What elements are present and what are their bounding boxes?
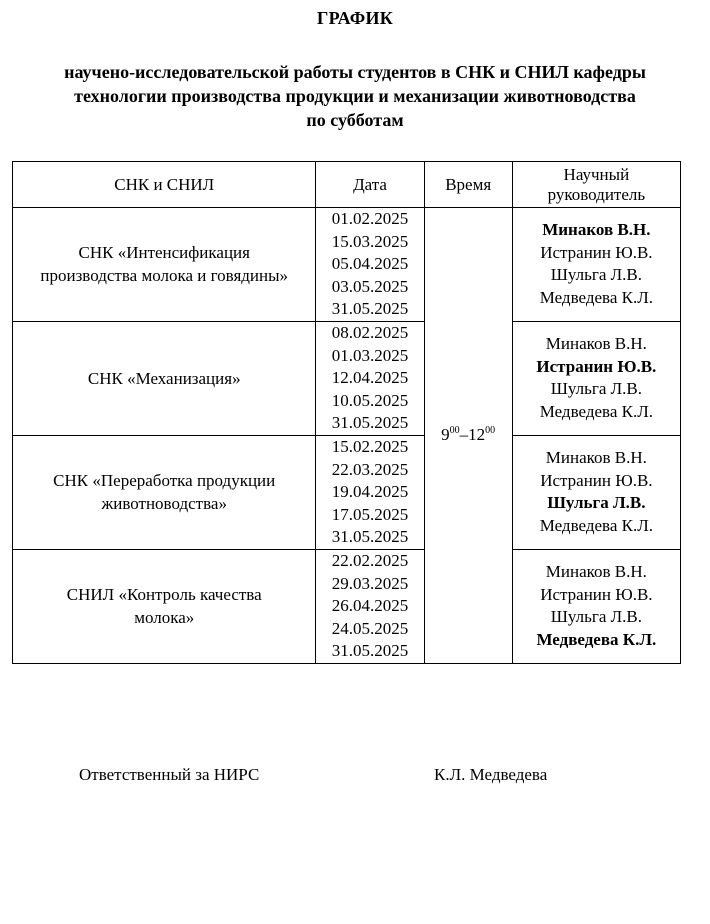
subtitle-line: научено-исследовательской работы студентов в СНК и СНИЛ кафедры — [64, 62, 646, 82]
lead-supervisor-name: Медведева К.Л. — [536, 629, 657, 649]
column-header-supervisor-line: руководитель — [547, 184, 646, 204]
table-row — [13, 549, 681, 663]
group-name-cell — [13, 208, 316, 322]
dates-cell — [316, 321, 424, 435]
date-value: 26.04.2025 — [331, 596, 409, 616]
date-value: 24.05.2025 — [331, 618, 409, 638]
document-subtitle — [0, 60, 710, 132]
group-name-line: животноводства» — [101, 494, 227, 514]
table-row — [13, 321, 681, 435]
supervisor-name: Минаков В.Н. — [545, 562, 647, 582]
group-name-line: СНК «Переработка продукции — [53, 471, 276, 491]
schedule-table — [12, 161, 681, 664]
column-header-supervisor-line: Научный — [563, 164, 630, 184]
time-end-hour: 12 — [468, 425, 486, 445]
date-value: 01.02.2025 — [331, 209, 409, 228]
supervisor-name: Шульга Л.В. — [550, 265, 642, 285]
lead-supervisor-name: Истранин Ю.В. — [536, 356, 657, 376]
table-header-row — [13, 162, 681, 208]
table-row — [13, 208, 681, 322]
group-name-line: молока» — [134, 608, 195, 628]
date-value: 29.03.2025 — [331, 573, 409, 593]
supervisor-name: Истранин Ю.В. — [540, 470, 653, 490]
dates-cell — [316, 549, 424, 663]
supervisor-name: Истранин Ю.В. — [540, 584, 653, 604]
group-name-line: СНИЛ «Контроль качества — [66, 585, 262, 605]
time-cell — [424, 208, 512, 664]
supervisors-cell — [512, 208, 680, 322]
date-value: 22.03.2025 — [331, 459, 409, 479]
date-value: 17.05.2025 — [331, 504, 409, 524]
group-name-line: СНК «Интенсификация — [78, 243, 250, 263]
group-name-cell — [13, 321, 316, 435]
responsible-role: Ответственный за НИРС — [79, 765, 260, 784]
time-start-minutes: 00 — [449, 425, 460, 437]
date-value: 15.03.2025 — [331, 231, 409, 251]
group-name-line: СНК «Механизация» — [87, 368, 241, 388]
supervisor-name: Минаков В.Н. — [545, 448, 647, 468]
dates-cell — [316, 208, 424, 322]
responsible-name: К.Л. Медведева — [434, 765, 548, 784]
column-header-date: Дата — [316, 162, 424, 208]
date-value: 12.04.2025 — [331, 368, 409, 388]
date-value: 10.05.2025 — [331, 390, 409, 410]
group-name-cell — [13, 549, 316, 663]
lead-supervisor-name: Шульга Л.В. — [547, 493, 646, 513]
document-title: ГРАФИК — [316, 8, 394, 28]
table-row — [13, 435, 681, 549]
time-start-hour: 9 — [441, 425, 450, 445]
date-value: 01.03.2025 — [331, 345, 409, 365]
supervisor-name: Шульга Л.В. — [550, 379, 642, 399]
supervisor-name: Истранин Ю.В. — [540, 242, 653, 262]
group-name-line: производства молока и говядины» — [40, 266, 289, 286]
date-value: 22.02.2025 — [331, 550, 409, 570]
subtitle-line: по субботам — [306, 110, 404, 130]
supervisor-name: Минаков В.Н. — [545, 334, 647, 354]
date-value: 08.02.2025 — [331, 322, 409, 342]
date-value: 31.05.2025 — [331, 413, 409, 433]
supervisors-cell — [512, 549, 680, 663]
subtitle-line: технологии производства продукции и механизации животноводства — [74, 86, 636, 106]
time-end-minutes: 00 — [485, 425, 496, 437]
date-value: 15.02.2025 — [331, 436, 409, 456]
date-value: 31.05.2025 — [331, 527, 409, 547]
column-header-supervisor — [512, 162, 680, 208]
supervisors-cell — [512, 435, 680, 549]
lead-supervisor-name: Минаков В.Н. — [542, 220, 651, 240]
supervisor-name: Шульга Л.В. — [550, 607, 642, 627]
time-dash: – — [459, 425, 469, 445]
supervisor-name: Медведева К.Л. — [539, 402, 653, 422]
column-header-time: Время — [424, 162, 512, 208]
dates-cell — [316, 435, 424, 549]
column-header-group: СНК и СНИЛ — [13, 162, 316, 208]
supervisor-name: Медведева К.Л. — [539, 516, 653, 536]
supervisor-name: Медведева К.Л. — [539, 288, 653, 308]
group-name-cell — [13, 435, 316, 549]
date-value: 05.04.2025 — [331, 254, 409, 274]
supervisors-cell — [512, 321, 680, 435]
date-value: 31.05.2025 — [331, 641, 409, 661]
date-value: 19.04.2025 — [331, 482, 409, 502]
date-value: 31.05.2025 — [331, 299, 409, 319]
date-value: 03.05.2025 — [331, 276, 409, 296]
